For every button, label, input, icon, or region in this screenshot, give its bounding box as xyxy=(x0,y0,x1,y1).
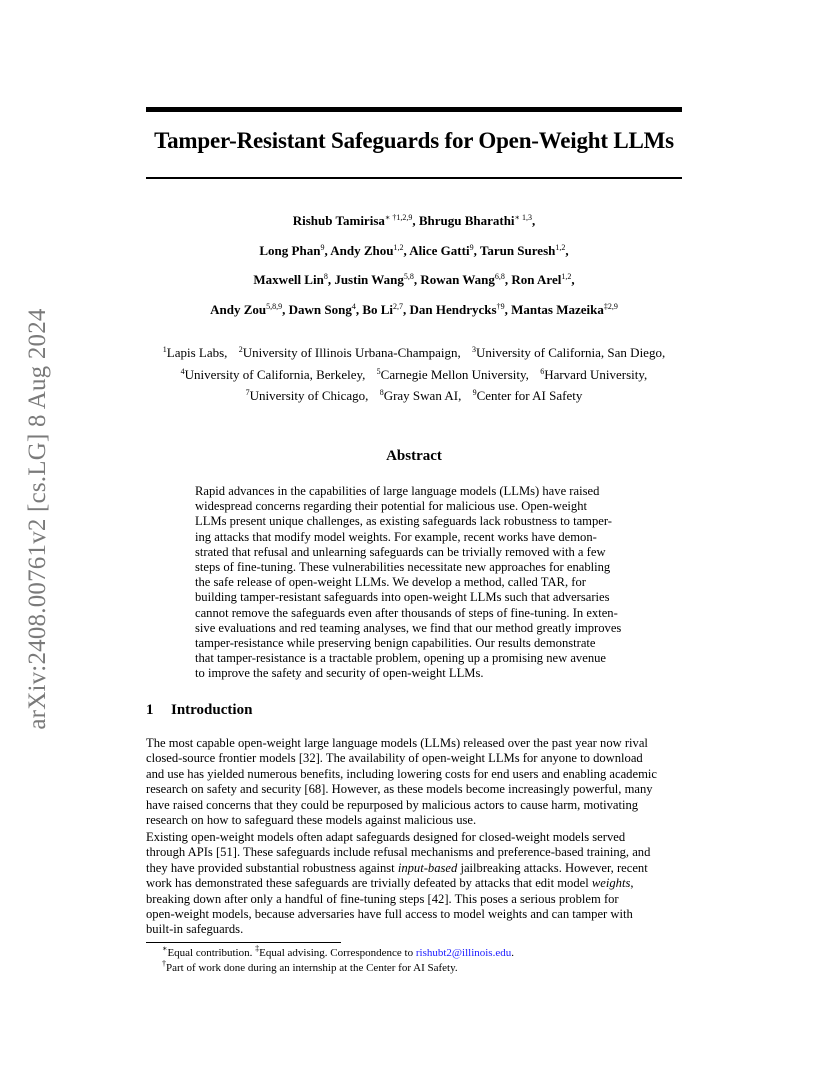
footnote-text: Equal advising. Correspondence to xyxy=(259,947,416,959)
footnote-2 xyxy=(162,961,514,976)
abstract-line: LLMs present unique challenges, as existing safeguards lack robustness to tamper- xyxy=(195,514,612,529)
abstract-body xyxy=(195,484,633,682)
text-line: through APIs [51]. These safeguards include refusal mechanisms and preference-based training, and xyxy=(146,845,651,860)
affiliation: Center for AI Safety xyxy=(476,388,583,403)
affiliation: Carnegie Mellon University, xyxy=(380,366,529,382)
text-span: jailbreaking attacks. However, recent xyxy=(457,860,648,875)
author-name: Maxwell Lin xyxy=(253,272,324,287)
affiliation: University of California, San Diego, xyxy=(476,345,666,360)
affil-marker: 3 xyxy=(472,345,477,354)
text-span: they have provided substantial robustness against xyxy=(146,860,398,875)
text-line xyxy=(146,876,682,891)
footnote-marker: ∗ xyxy=(162,944,168,953)
affiliation-list xyxy=(146,345,682,410)
author-affil-marker: 1,2 xyxy=(561,272,572,281)
abstract-line: to improve the safety and security of open-weight LLMs. xyxy=(195,666,484,681)
affiliation: Gray Swan AI, xyxy=(383,388,462,403)
abstract-heading: Abstract xyxy=(386,448,442,464)
section-heading xyxy=(146,702,252,719)
author-name: Dan Hendrycks xyxy=(409,301,497,317)
footnote-1 xyxy=(162,946,514,961)
arxiv-identifier: arXiv:2408.00761v2 [cs.LG] 8 Aug 2024 xyxy=(24,308,51,730)
author-name: Bhrugu Bharathi xyxy=(418,213,515,228)
affil-marker: 8 xyxy=(379,388,384,397)
affiliation: University of Illinois Urbana-Champaign, xyxy=(242,345,461,360)
author-name: Ron Arel xyxy=(511,272,562,287)
text-line: closed-source frontier models [32]. The availability of open-weight LLMs for anyone to download xyxy=(146,751,643,766)
text-line: research on safety and security [68]. However, as these models become increasingly powerful, many xyxy=(146,782,653,797)
footnote-marker: ‡ xyxy=(255,944,260,953)
emphasis: weights xyxy=(591,876,631,891)
abstract-line: strated that refusal and unlearning safeguards can be trivially removed with a few xyxy=(195,544,606,559)
affil-marker: 5 xyxy=(376,366,381,376)
author-list: Rishub Tamirisa$^{∗ \dagger 1,2,9}$, Bhrugu Bharathi$^{∗ 1,3}$, Long Phan$^9$, Andy Zhou$^{1,2}$, Alice Gatti$^9$, Tarun Suresh$^{1,2}$, Maxwell Lin$^8$, Justin Wang$^{5,8}$, Rowan Wang$^{6,8}$, Ron Arel$^{1,2}$, Andy Zou$^{5,8,9}$, Dawn Song$^4$, Bo Li$^{2,7}$, Dan Hendrycks$^{\dagger 9}$, Mantas Mazeika$^{\ddagger 2,9}$ xyxy=(210,213,618,317)
section-title: Introduction xyxy=(171,702,253,718)
author-affil-marker: ‡2,9 xyxy=(603,301,618,311)
abstract-line: tamper-resistance while preserving benign capabilities. Our results demonstrate xyxy=(195,636,596,651)
intro-paragraph-1 xyxy=(146,736,682,828)
email-link[interactable]: rishubt2@illinois.edu xyxy=(415,947,512,959)
abstract-line: that tamper-resistance is a tractable problem, opening up a promising new avenue xyxy=(195,651,607,666)
author-affil-marker: ∗ †1,2,9 xyxy=(384,213,413,222)
author-affil-marker: ∗ 1,3 xyxy=(514,213,532,222)
intro-paragraph-2 xyxy=(146,830,682,938)
text-line: built-in safeguards. xyxy=(146,922,244,937)
title-bottom-rule xyxy=(146,177,682,179)
author-affil-marker: 9 xyxy=(469,242,474,252)
abstract-line: sive evaluations and red teaming analyses, we find that our method greatly improves xyxy=(195,620,622,635)
author-name: Mantas Mazeika xyxy=(511,301,604,317)
affil-marker: 1 xyxy=(162,345,167,354)
affiliation: Harvard University, xyxy=(544,366,648,382)
text-line: have raised concerns that they could be repurposed by malicious actors to cause harm, motivating xyxy=(146,797,639,812)
author-affil-marker: 6,8 xyxy=(494,272,505,281)
text-line: open-weight models, because adversaries have full access to model weights and can tamper with xyxy=(146,907,633,922)
abstract-line: Rapid advances in the capabilities of large language models (LLMs) have raised xyxy=(195,484,600,498)
section-number: 1 xyxy=(146,702,154,718)
author-name: Justin Wang xyxy=(334,272,404,287)
author-affil-marker: 8 xyxy=(323,272,328,281)
abstract-line: cannot remove the safeguards even after thousands of steps of fine-tuning. In exten- xyxy=(195,605,618,620)
abstract-line: the safe release of open-weight LLMs. We develop a method, called TAR, for xyxy=(195,575,586,590)
affil-marker: 2 xyxy=(238,345,243,354)
affiliation: Lapis Labs, xyxy=(166,345,228,360)
footnote-text: Equal contribution. xyxy=(167,947,253,959)
text-line: and use has yielded numerous benefits, including lowering costs for end users and enabling academic xyxy=(146,766,657,781)
text-line: The most capable open-weight large language models (LLMs) released over the past year now rival xyxy=(146,736,648,750)
author-name: Alice Gatti xyxy=(409,242,470,258)
author-affil-marker: 4 xyxy=(351,301,356,311)
author-name: Tarun Suresh xyxy=(479,242,556,258)
abstract-line: widespread concerns regarding their potential for malicious use. Open-weight xyxy=(195,499,588,514)
abstract-line: ing attacks that modify model weights. For example, recent works have demon- xyxy=(195,529,597,544)
affiliation: University of California, Berkeley, xyxy=(184,366,366,382)
footnote-text: Part of work done during an internship at the Center for AI Safety. xyxy=(166,962,458,974)
abstract-line: steps of fine-tuning. These vulnerabilities necessitate new approaches for enabling xyxy=(195,560,611,575)
footnote-text: . xyxy=(511,947,514,959)
abstract-line: building tamper-resistant safeguards into open-weight LLMs such that adversaries xyxy=(195,590,610,605)
paper-title: Tamper-Resistant Safeguards for Open-Weight LLMs xyxy=(154,128,674,153)
author-name: Bo Li xyxy=(362,301,394,317)
author-name: Rowan Wang xyxy=(420,272,495,287)
author-name: Dawn Song xyxy=(288,301,352,317)
text-span: work has demonstrated these safeguards are trivially defeated by attacks that edit model xyxy=(146,876,592,891)
affil-marker: 6 xyxy=(540,366,545,376)
author-name: Andy Zhou xyxy=(330,242,394,258)
text-line: Existing open-weight models often adapt safeguards designed for closed-weight models served xyxy=(146,830,626,844)
footnote-rule xyxy=(146,942,341,943)
author-affil-marker: 5,8 xyxy=(403,272,414,281)
affiliation: University of Chicago, xyxy=(249,388,369,403)
affil-marker: 7 xyxy=(245,388,250,397)
emphasis: input-based xyxy=(397,860,458,875)
text-line xyxy=(146,861,682,876)
affil-marker: 4 xyxy=(180,366,185,376)
author-name: Rishub Tamirisa xyxy=(292,213,385,228)
author-affil-marker: 1,2 xyxy=(393,242,404,252)
text-line: breaking down after only a handful of fine-tuning steps [42]. This poses a serious problem for xyxy=(146,891,619,906)
author-affil-marker: 2,7 xyxy=(393,301,404,311)
affil-marker: 9 xyxy=(472,388,477,397)
author-affil-marker: 9 xyxy=(320,242,325,252)
author-affil-marker: †9 xyxy=(496,301,505,311)
text-line: research on how to safeguard these models against malicious use. xyxy=(146,813,477,828)
title-top-rule xyxy=(146,107,682,112)
text-span: , xyxy=(630,876,634,891)
author-affil-marker: 5,8,9 xyxy=(266,301,283,311)
author-affil-marker: 1,2 xyxy=(555,242,566,252)
footnote-marker: † xyxy=(162,959,166,968)
author-name: Andy Zou xyxy=(210,301,267,317)
footnotes xyxy=(162,946,514,976)
author-name: Long Phan xyxy=(259,242,321,258)
